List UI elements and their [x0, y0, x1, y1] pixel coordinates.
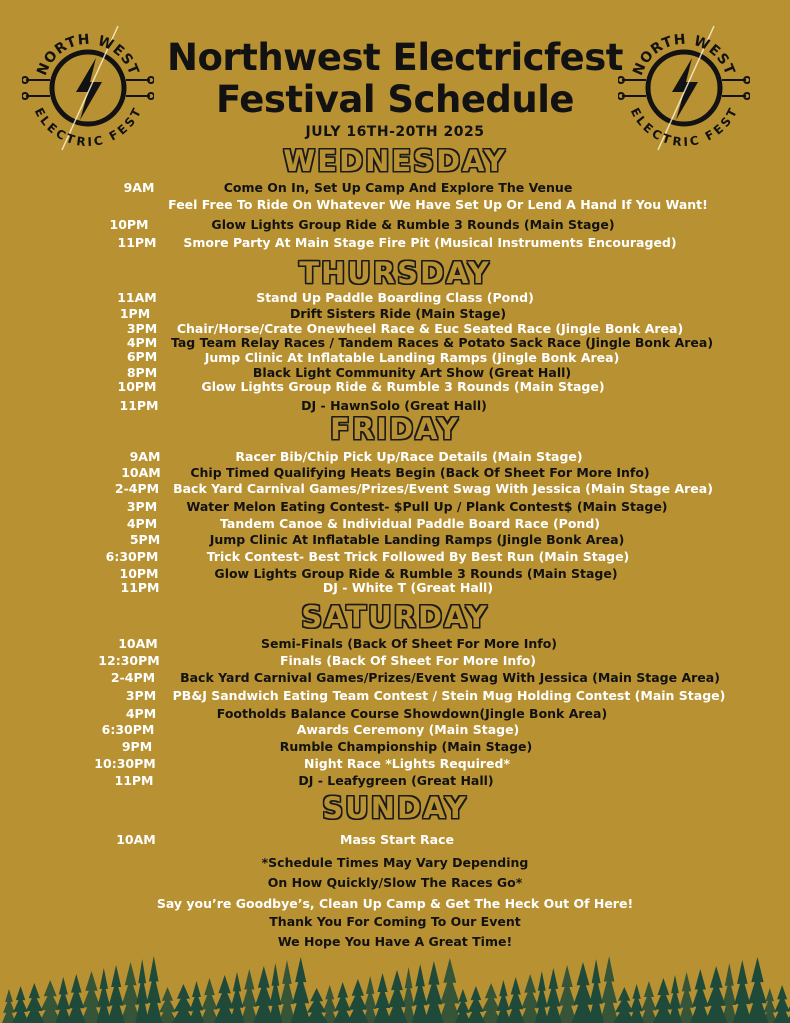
event-time: 10PM — [117, 379, 157, 394]
event-description: Drift Sisters Ride (Main Stage) — [289, 306, 507, 321]
event-time: 8PM — [126, 365, 158, 380]
pine-tree-border — [0, 953, 790, 1023]
day-heading-saturday: SATURDAY — [301, 600, 489, 634]
event-time: 3PM — [126, 499, 158, 514]
event-time: 11PM — [119, 398, 159, 413]
title-line-1: Northwest Electricfest — [167, 36, 623, 79]
event-description: Trick Contest- Best Trick Followed By Best Run (Main Stage) — [206, 549, 630, 564]
event-description: Stand Up Paddle Boarding Class (Pond) — [256, 290, 534, 305]
event-description: Mass Start Race — [340, 832, 454, 847]
svg-text:ELECTRIC FEST: ELECTRIC FEST — [31, 105, 145, 150]
pine-tree-icon — [545, 968, 562, 1023]
event-time: 9AM — [123, 180, 155, 195]
event-time: 9PM — [121, 739, 153, 754]
event-description: Racer Bib/Chip Pick Up/Race Details (Main Stage) — [235, 449, 583, 464]
event-time: 4PM — [126, 335, 158, 350]
pine-tree-icon — [145, 956, 162, 1023]
pine-tree-icon — [24, 983, 44, 1023]
day-heading-wednesday: WEDNESDAY — [283, 144, 507, 178]
event-description: DJ - Leafygreen (Great Hall) — [298, 773, 494, 788]
svg-text:NORTH WEST: NORTH WEST — [34, 31, 142, 78]
event-description: Footholds Balance Course Showdown(Jingle Bonk Area) — [216, 706, 608, 721]
pine-tree-icon — [374, 973, 392, 1023]
event-time: 2-4PM — [114, 481, 160, 496]
festival-dates: JULY 16TH-20TH 2025 — [305, 124, 485, 140]
pine-tree-icon — [67, 974, 86, 1023]
closing-message-line-1: Say you’re Goodbye’s, Clean Up Camp & Get The Heck Out Of Here! — [156, 896, 634, 911]
title-line-2: Festival Schedule — [215, 78, 575, 121]
event-time: 6:30PM — [101, 722, 155, 737]
event-time: 6PM — [126, 349, 158, 364]
event-time: 2-4PM — [110, 670, 156, 685]
svg-text:ELECTRIC FEST: ELECTRIC FEST — [627, 105, 741, 150]
event-description-continued: Feel Free To Ride On Whatever We Have Set Up Or Lend A Hand If You Want! — [168, 197, 708, 212]
event-time: 10:30PM — [94, 756, 156, 771]
pine-tree-icon — [588, 959, 604, 1023]
event-description: Night Race *Lights Required* — [304, 756, 510, 771]
event-time: 6:30PM — [105, 549, 159, 564]
event-description: Water Melon Eating Contest- $Pull Up / Plank Contest$ (Main Stage) — [186, 499, 668, 514]
pine-tree-icon — [557, 965, 577, 1023]
event-description: DJ - HawnSolo (Great Hall) — [301, 398, 487, 413]
event-time: 9AM — [129, 449, 161, 464]
event-description: Smore Party At Main Stage Fire Pit (Musical Instruments Encouraged) — [183, 235, 677, 250]
pine-tree-icon — [640, 981, 658, 1023]
event-description: Chair/Horse/Crate Onewheel Race & Euc Seated Race (Jingle Bonk Area) — [176, 321, 684, 336]
day-heading-thursday: THURSDAY — [299, 256, 491, 290]
schedule-note-line-2: On How Quickly/Slow The Races Go* — [267, 875, 523, 890]
pine-tree-icon — [402, 967, 416, 1023]
pine-tree-icon — [466, 986, 485, 1023]
svg-text:NORTH WEST: NORTH WEST — [630, 31, 738, 78]
pine-tree-icon — [733, 960, 752, 1023]
pine-tree-icon — [107, 965, 125, 1023]
event-time: 11AM — [117, 290, 157, 305]
pine-tree-icon — [135, 959, 149, 1023]
pine-tree-icon — [507, 977, 525, 1023]
event-time: 1PM — [119, 306, 151, 321]
pine-tree-icon — [268, 963, 282, 1023]
event-time: 10PM — [109, 217, 149, 232]
event-description: Tag Team Relay Races / Tandem Races & Potato Sack Race (Jingle Bonk Area) — [170, 335, 714, 350]
event-description: Come On In, Set Up Camp And Explore The Venue — [223, 180, 573, 195]
event-time: 3PM — [126, 321, 158, 336]
pine-tree-icon — [363, 976, 378, 1023]
pine-tree-icon — [424, 961, 444, 1023]
event-description: DJ - White T (Great Hall) — [322, 580, 494, 595]
pine-tree-icon — [690, 969, 710, 1023]
day-heading-sunday: SUNDAY — [322, 791, 468, 825]
event-description: Awards Ceremony (Main Stage) — [296, 722, 520, 737]
event-description: Glow Lights Group Ride & Rumble 3 Rounds (Main Stage) — [214, 566, 618, 581]
pine-tree-icon — [96, 968, 111, 1023]
pine-tree-icon — [412, 964, 429, 1023]
event-description: PB&J Sandwich Eating Team Contest / Stein Mug Holding Contest (Main Stage) — [172, 688, 726, 703]
day-heading-friday: FRIDAY — [330, 412, 460, 446]
event-description: Chip Timed Qualifying Heats Begin (Back Of Sheet For More Info) — [190, 465, 650, 480]
event-time: 11PM — [117, 235, 157, 250]
pine-tree-icon — [773, 985, 790, 1023]
event-time: 10AM — [118, 636, 158, 651]
pine-tree-icon — [678, 972, 695, 1023]
event-description: Glow Lights Group Ride & Rumble 3 Rounds (Main Stage) — [201, 379, 605, 394]
event-time: 11PM — [114, 773, 154, 788]
closing-message-line-2: Thank You For Coming To Our Event — [269, 914, 521, 929]
pine-tree-icon — [629, 984, 644, 1023]
event-description: Back Yard Carnival Games/Prizes/Event Swag With Jessica (Main Stage Area) — [173, 481, 713, 496]
pine-tree-icon — [333, 982, 352, 1023]
event-time: 4PM — [125, 706, 157, 721]
pine-tree-icon — [762, 988, 777, 1023]
event-description: Rumble Championship (Main Stage) — [279, 739, 533, 754]
pine-tree-icon — [200, 978, 219, 1023]
pine-tree-icon — [600, 956, 619, 1023]
event-description: Finals (Back Of Sheet For More Info) — [279, 653, 537, 668]
pine-tree-icon — [747, 957, 769, 1023]
event-description: Jump Clinic At Inflatable Landing Ramps (Jingle Bonk Area) — [209, 532, 625, 547]
pine-tree-icon — [291, 957, 311, 1023]
event-time: 11PM — [120, 580, 160, 595]
event-description: Black Light Community Art Show (Great Hall) — [252, 365, 572, 380]
event-description: Tandem Canoe & Individual Paddle Board Race (Pond) — [220, 516, 600, 531]
event-time: 3PM — [125, 688, 157, 703]
closing-message-line-3: We Hope You Have A Great Time! — [277, 934, 513, 949]
event-description: Glow Lights Group Ride & Rumble 3 Rounds (Main Stage) — [211, 217, 615, 232]
pine-tree-icon — [240, 969, 258, 1023]
event-time: 12:30PM — [98, 653, 160, 668]
event-time: 5PM — [129, 532, 161, 547]
pine-tree-icon — [2, 989, 16, 1023]
event-time: 10PM — [119, 566, 159, 581]
event-description: Semi-Finals (Back Of Sheet For More Info) — [260, 636, 558, 651]
pine-tree-icon — [12, 986, 29, 1023]
event-description: Back Yard Carnival Games/Prizes/Event Swag With Jessica (Main Stage Area) — [180, 670, 720, 685]
event-time: 10AM — [116, 832, 156, 847]
event-time: 4PM — [126, 516, 158, 531]
event-time: 10AM — [121, 465, 161, 480]
event-description: Jump Clinic At Inflatable Landing Ramps (Jingle Bonk Area) — [204, 350, 620, 365]
pine-tree-icon — [279, 960, 296, 1023]
pine-tree-icon — [721, 963, 737, 1023]
schedule-note-line-1: *Schedule Times May Vary Depending — [261, 855, 529, 870]
pine-tree-icon — [438, 958, 461, 1023]
